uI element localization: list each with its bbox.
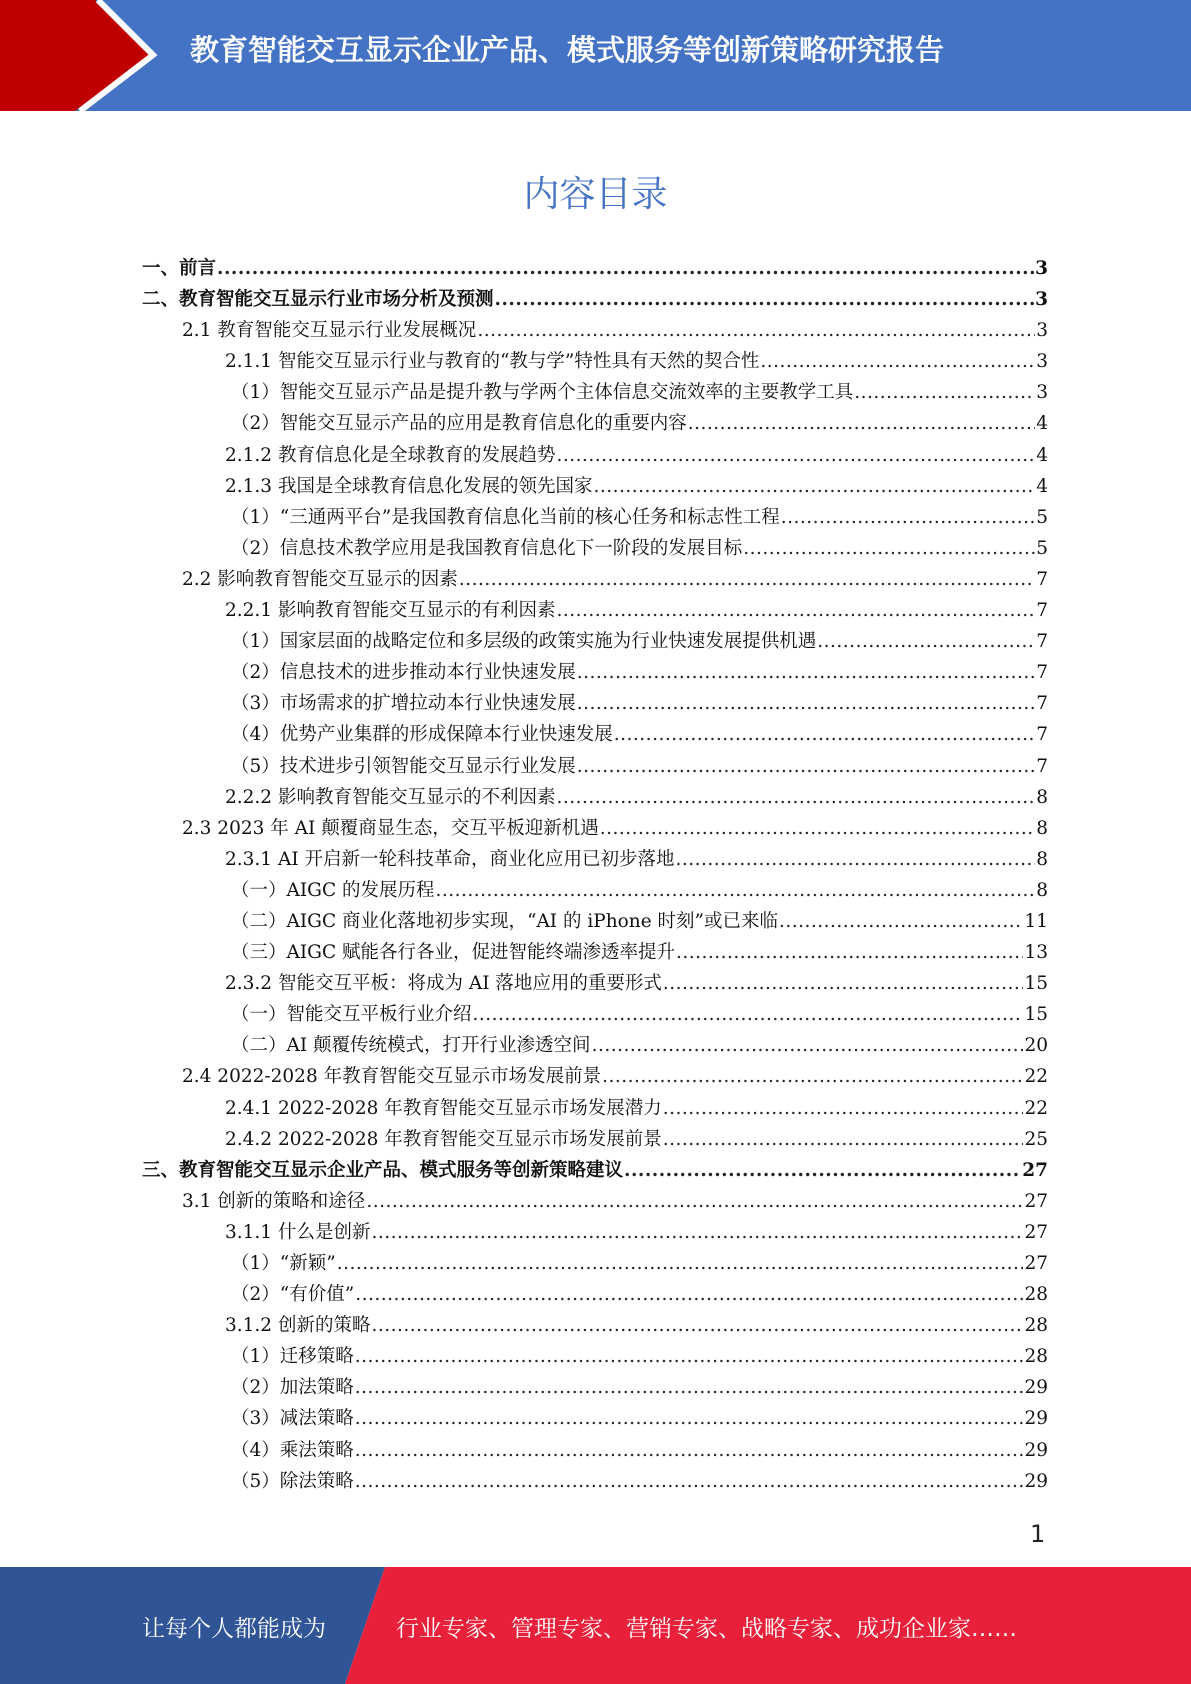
toc-entry-label: 2.2 影响教育智能交互显示的因素 bbox=[182, 568, 458, 590]
toc-entry[interactable] bbox=[142, 285, 1048, 316]
toc-dot-leader bbox=[676, 849, 1036, 870]
toc-entry-label: （2）信息技术的进步推动本行业快速发展 bbox=[231, 662, 576, 684]
toc-dot-leader bbox=[624, 1160, 1021, 1181]
toc-entry-page: 4 bbox=[1036, 413, 1048, 435]
toc-dot-leader bbox=[663, 973, 1024, 994]
toc-entry-page: 3 bbox=[1035, 258, 1048, 279]
toc-entry-label: 3.1 创新的策略和途径 bbox=[182, 1190, 366, 1212]
toc-entry[interactable] bbox=[142, 503, 1048, 534]
toc-entry-label: 2.3.1 AI 开启新一轮科技革命，商业化应用已初步落地 bbox=[225, 848, 675, 870]
toc-entry[interactable] bbox=[142, 347, 1048, 378]
toc-entry-page: 25 bbox=[1024, 1128, 1048, 1150]
toc-entry-page: 11 bbox=[1024, 910, 1048, 932]
header-banner bbox=[0, 0, 1191, 111]
toc-entry[interactable] bbox=[142, 441, 1048, 472]
toc-dot-leader bbox=[614, 724, 1035, 745]
toc-entry-label: 2.3 2023 年 AI 颠覆商显生态，交互平板迎新机遇 bbox=[182, 817, 599, 839]
toc-dot-leader bbox=[781, 507, 1036, 528]
toc-entry-label: （3）减法策略 bbox=[231, 1408, 354, 1430]
toc-entry[interactable] bbox=[142, 1125, 1048, 1156]
toc-entry[interactable] bbox=[142, 720, 1048, 751]
toc-entry-label: （3）市场需求的扩增拉动本行业快速发展 bbox=[231, 693, 576, 715]
toc-entry-label: （一）AIGC 的发展历程 bbox=[231, 879, 435, 901]
toc-entry-label: （2）智能交互显示产品的应用是教育信息化的重要内容 bbox=[231, 413, 687, 435]
toc-entry[interactable] bbox=[142, 1031, 1048, 1062]
toc-entry-label: （二）AIGC 商业化落地初步实现，“AI 的 iPhone 时刻”或已来临 bbox=[231, 910, 778, 932]
toc-entry[interactable] bbox=[142, 876, 1048, 907]
toc-entry-page: 7 bbox=[1036, 568, 1048, 590]
toc-entry-label: （1）迁移策略 bbox=[231, 1346, 354, 1368]
page-number: 1 bbox=[1030, 1520, 1046, 1548]
toc-entry-page: 29 bbox=[1024, 1439, 1048, 1461]
toc-dot-leader bbox=[688, 413, 1035, 434]
toc-entry[interactable] bbox=[142, 1187, 1048, 1218]
toc-entry-label: （1）国家层面的战略定位和多层级的政策实施为行业快速发展提供机遇 bbox=[231, 631, 817, 653]
toc-entry-page: 3 bbox=[1036, 382, 1048, 404]
toc-dot-leader bbox=[556, 445, 1035, 466]
toc-entry-page: 8 bbox=[1036, 817, 1048, 839]
toc-dot-leader bbox=[477, 320, 1035, 341]
toc-dot-leader bbox=[593, 476, 1035, 497]
toc-dot-leader bbox=[577, 693, 1035, 714]
toc-entry-label: 2.4.1 2022-2028 年教育智能交互显示市场发展潜力 bbox=[225, 1097, 662, 1119]
toc-entry-page: 27 bbox=[1024, 1221, 1048, 1243]
toc-dot-leader bbox=[459, 569, 1035, 590]
toc-entry-page: 13 bbox=[1024, 942, 1048, 964]
toc-entry-label: 二、教育智能交互显示行业市场分析及预测 bbox=[142, 289, 494, 311]
toc-entry-label: 2.2.1 影响教育智能交互显示的有利因素 bbox=[225, 600, 556, 622]
toc-dot-leader bbox=[217, 258, 1034, 279]
toc-entry-page: 3 bbox=[1035, 289, 1048, 311]
toc-entry[interactable] bbox=[142, 378, 1048, 409]
toc-entry-page: 5 bbox=[1036, 506, 1048, 528]
toc-dot-leader bbox=[779, 911, 1023, 932]
toc-entry-label: （三）AIGC 赋能各行各业，促进智能终端渗透率提升 bbox=[231, 942, 675, 964]
toc-dot-leader bbox=[473, 1004, 1024, 1025]
toc-entry[interactable] bbox=[142, 969, 1048, 1000]
toc-entry-label: 2.1.3 我国是全球教育信息化发展的领先国家 bbox=[225, 475, 593, 497]
toc-dot-leader bbox=[435, 880, 1035, 901]
toc-dot-leader bbox=[371, 1315, 1023, 1336]
toc-dot-leader bbox=[817, 631, 1035, 652]
toc-entry-label: 2.1.2 教育信息化是全球教育的发展趋势 bbox=[225, 444, 556, 466]
toc-entry-label: （二）AI 颠覆传统模式，打开行业渗透空间 bbox=[231, 1035, 591, 1057]
toc-entry-label: （1）智能交互显示产品是提升教与学两个主体信息交流效率的主要教学工具 bbox=[231, 382, 854, 404]
toc-dot-leader bbox=[602, 1066, 1023, 1087]
toc-entry[interactable] bbox=[142, 565, 1048, 596]
toc-entry-page: 7 bbox=[1036, 600, 1048, 622]
footer-slogan-left: 让每个人都能成为 bbox=[142, 1616, 326, 1642]
toc-entry[interactable] bbox=[142, 1156, 1048, 1187]
toc-entry-page: 22 bbox=[1024, 1097, 1048, 1119]
toc-entry-page: 4 bbox=[1036, 444, 1048, 466]
toc-entry-page: 27 bbox=[1024, 1253, 1048, 1274]
toc-dot-leader bbox=[337, 1253, 1024, 1274]
toc-entry-label: 三、教育智能交互显示企业产品、模式服务等创新策略建议 bbox=[142, 1159, 624, 1181]
footer-banner bbox=[0, 1567, 1191, 1684]
toc-entry[interactable] bbox=[142, 534, 1048, 565]
toc-dot-leader bbox=[556, 787, 1035, 808]
toc-entry[interactable] bbox=[142, 907, 1048, 938]
toc-dot-leader bbox=[355, 1284, 1023, 1305]
toc-dot-leader bbox=[355, 1408, 1024, 1429]
toc-entry-label: （4）优势产业集群的形成保障本行业快速发展 bbox=[231, 724, 613, 746]
toc-entry-label: 2.4 2022-2028 年教育智能交互显示市场发展前景 bbox=[182, 1066, 602, 1088]
toc-dot-leader bbox=[355, 1346, 1024, 1367]
toc-entry-page: 15 bbox=[1024, 973, 1048, 995]
toc-entry-label: （1）“新颖” bbox=[231, 1253, 336, 1274]
toc-dot-leader bbox=[577, 756, 1035, 777]
toc-entry[interactable] bbox=[142, 627, 1048, 658]
toc-entry-page: 27 bbox=[1024, 1190, 1048, 1212]
toc-entry-page: 29 bbox=[1024, 1408, 1048, 1430]
toc-dot-leader bbox=[592, 1035, 1024, 1056]
toc-entry-page: 7 bbox=[1036, 693, 1048, 715]
toc-entry-page: 27 bbox=[1022, 1159, 1048, 1181]
toc-entry[interactable] bbox=[142, 1000, 1048, 1031]
footer-slogan-right: 行业专家、管理专家、营销专家、战略专家、成功企业家…… bbox=[396, 1616, 1017, 1642]
toc-entry-page: 20 bbox=[1024, 1035, 1048, 1057]
toc-dot-leader bbox=[760, 351, 1035, 372]
toc-entry-page: 28 bbox=[1024, 1346, 1048, 1368]
toc-entry[interactable] bbox=[142, 689, 1048, 720]
toc-entry-page: 3 bbox=[1036, 320, 1048, 342]
toc-dot-leader bbox=[600, 818, 1036, 839]
toc-entry-label: （5）技术进步引领智能交互显示行业发展 bbox=[231, 755, 576, 777]
toc-entry[interactable] bbox=[142, 658, 1048, 689]
toc-entry[interactable] bbox=[142, 938, 1048, 969]
header-arrow-decoration bbox=[0, 0, 160, 111]
toc-heading: 内容目录 bbox=[523, 174, 668, 215]
toc-entry-page: 4 bbox=[1036, 475, 1048, 497]
toc-dot-leader bbox=[556, 600, 1035, 621]
toc-dot-leader bbox=[355, 1471, 1024, 1492]
toc-entry-label: 3.1.2 创新的策略 bbox=[225, 1315, 371, 1337]
toc-entry[interactable] bbox=[142, 1094, 1048, 1125]
toc-entry[interactable] bbox=[142, 1062, 1048, 1093]
toc-entry[interactable] bbox=[142, 1467, 1048, 1498]
toc-entry[interactable] bbox=[142, 845, 1048, 876]
toc-entry-page: 5 bbox=[1036, 537, 1048, 559]
toc-dot-leader bbox=[495, 289, 1035, 310]
toc-entry[interactable] bbox=[142, 1249, 1048, 1280]
toc-entry-page: 7 bbox=[1036, 631, 1048, 653]
toc-entry-label: 2.1.1 智能交互显示行业与教育的“教与学”特性具有天然的契合性 bbox=[225, 351, 760, 373]
toc-entry-label: （1）“三通两平台”是我国教育信息化当前的核心任务和标志性工程 bbox=[231, 506, 780, 528]
toc-entry-label: （2）“有价值” bbox=[231, 1284, 355, 1306]
toc-entry[interactable] bbox=[142, 254, 1048, 285]
toc-entry-page: 7 bbox=[1036, 724, 1048, 746]
toc-dot-leader bbox=[355, 1440, 1024, 1461]
toc-dot-leader bbox=[355, 1377, 1024, 1398]
toc-entry-page: 15 bbox=[1024, 1004, 1048, 1026]
toc-entry[interactable] bbox=[142, 1342, 1048, 1373]
toc-dot-leader bbox=[371, 1222, 1023, 1243]
toc-dot-leader bbox=[577, 662, 1035, 683]
toc-dot-leader bbox=[854, 382, 1035, 403]
toc-entry[interactable] bbox=[142, 1436, 1048, 1467]
toc-entry[interactable] bbox=[142, 316, 1048, 347]
report-title: 教育智能交互显示企业产品、模式服务等创新策略研究报告 bbox=[190, 33, 945, 67]
toc-entry-page: 28 bbox=[1024, 1284, 1048, 1306]
toc-entry-page: 3 bbox=[1036, 351, 1048, 373]
toc-entry-label: 2.2.2 影响教育智能交互显示的不利因素 bbox=[225, 786, 556, 808]
toc-entry-page: 7 bbox=[1036, 755, 1048, 777]
toc-entry-page: 28 bbox=[1024, 1315, 1048, 1337]
header-red-arrow bbox=[0, 0, 150, 111]
toc-dot-leader bbox=[663, 1129, 1024, 1150]
toc-dot-leader bbox=[743, 538, 1035, 559]
toc-entry-page: 7 bbox=[1036, 662, 1048, 684]
toc-entry-page: 22 bbox=[1024, 1066, 1048, 1088]
toc-entry-label: 2.1 教育智能交互显示行业发展概况 bbox=[182, 320, 477, 342]
toc-entry[interactable] bbox=[142, 1311, 1048, 1342]
toc-entry[interactable] bbox=[142, 1404, 1048, 1435]
toc-entry[interactable] bbox=[142, 1280, 1048, 1311]
toc-entry-label: 2.3.2 智能交互平板：将成为 AI 落地应用的重要形式 bbox=[225, 973, 662, 995]
toc-entry[interactable] bbox=[142, 814, 1048, 845]
toc-entry-label: （4）乘法策略 bbox=[231, 1439, 354, 1461]
toc-entry-label: （2）信息技术教学应用是我国教育信息化下一阶段的发展目标 bbox=[231, 537, 743, 559]
toc-entry-label: 3.1.1 什么是创新 bbox=[225, 1221, 371, 1243]
toc-entry[interactable] bbox=[142, 1218, 1048, 1249]
toc-entry[interactable] bbox=[142, 472, 1048, 503]
toc-dot-leader bbox=[676, 942, 1023, 963]
toc-entry-page: 8 bbox=[1036, 848, 1048, 870]
toc-entry-page: 29 bbox=[1024, 1470, 1048, 1492]
toc-entry[interactable] bbox=[142, 596, 1048, 627]
toc-entry-label: （2）加法策略 bbox=[231, 1377, 354, 1399]
toc-entry-page: 8 bbox=[1036, 879, 1048, 901]
toc-entry-label: （一）智能交互平板行业介绍 bbox=[231, 1004, 472, 1026]
toc-entry[interactable] bbox=[142, 1373, 1048, 1404]
table-of-contents bbox=[142, 254, 1048, 1498]
toc-dot-leader bbox=[366, 1191, 1023, 1212]
toc-entry-page: 8 bbox=[1036, 786, 1048, 808]
toc-entry-label: （5）除法策略 bbox=[231, 1470, 354, 1492]
toc-entry[interactable] bbox=[142, 783, 1048, 814]
toc-entry-label: 2.4.2 2022-2028 年教育智能交互显示市场发展前景 bbox=[225, 1128, 662, 1150]
toc-dot-leader bbox=[663, 1098, 1024, 1119]
toc-entry[interactable] bbox=[142, 409, 1048, 440]
toc-entry[interactable] bbox=[142, 752, 1048, 783]
toc-entry-page: 29 bbox=[1024, 1377, 1048, 1399]
toc-entry-label: 一、前言 bbox=[142, 258, 217, 279]
